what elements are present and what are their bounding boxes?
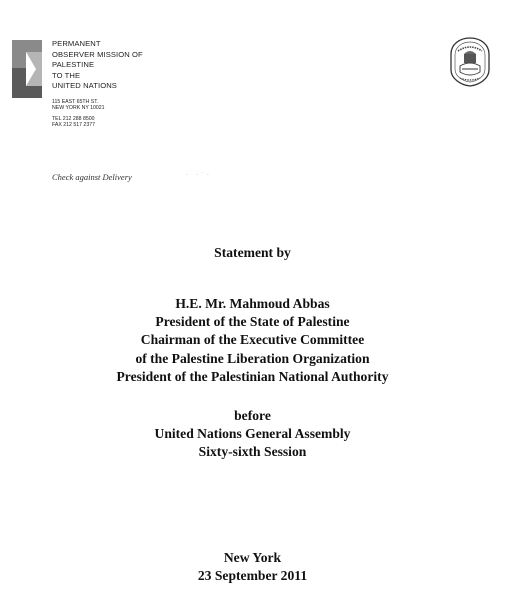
org-name-line: OBSERVER MISSION OF [52, 49, 143, 59]
speaker-block [0, 295, 505, 386]
statement-heading: Statement by [214, 245, 291, 260]
speaker-title: President of the Palestinian National Authority [116, 368, 389, 384]
phone-line: TEL 212 288 8500 [52, 115, 95, 122]
address [52, 99, 143, 112]
date: 23 September 2011 [197, 568, 308, 584]
org-name-line: PERMANENT [52, 39, 101, 48]
before-label: before [234, 408, 271, 423]
venue-block [0, 407, 505, 462]
assembly-name: United Nations General Assembly [154, 426, 351, 442]
place-date-block [0, 549, 505, 585]
scan-specks: · ·˙· [186, 171, 213, 179]
speaker-title: of the Palestine Liberation Organization [135, 350, 370, 366]
speaker-title: Chairman of the Executive Committee [140, 332, 365, 348]
place: New York [223, 550, 282, 565]
plo-seal-icon [448, 36, 492, 88]
org-name-line: TO THE [52, 70, 81, 80]
address-line: 115 EAST 65TH ST. [52, 98, 99, 105]
org-name-line: UNITED NATIONS [52, 81, 117, 91]
address-line: NEW YORK NY 10021 [52, 105, 105, 112]
session-name: Sixty-sixth Session [198, 444, 307, 460]
org-name-line: PALESTINE [52, 60, 95, 70]
speaker-name: H.E. Mr. Mahmoud Abbas [175, 296, 330, 311]
statement-heading-block [0, 244, 505, 262]
fax-line: FAX 212 517 2377 [52, 122, 95, 129]
check-against-delivery: Check against Delivery [52, 172, 132, 182]
letterhead [52, 39, 143, 129]
phone-block [52, 116, 143, 129]
mission-logo-icon [12, 40, 42, 98]
speaker-title: President of the State of Palestine [155, 314, 350, 330]
